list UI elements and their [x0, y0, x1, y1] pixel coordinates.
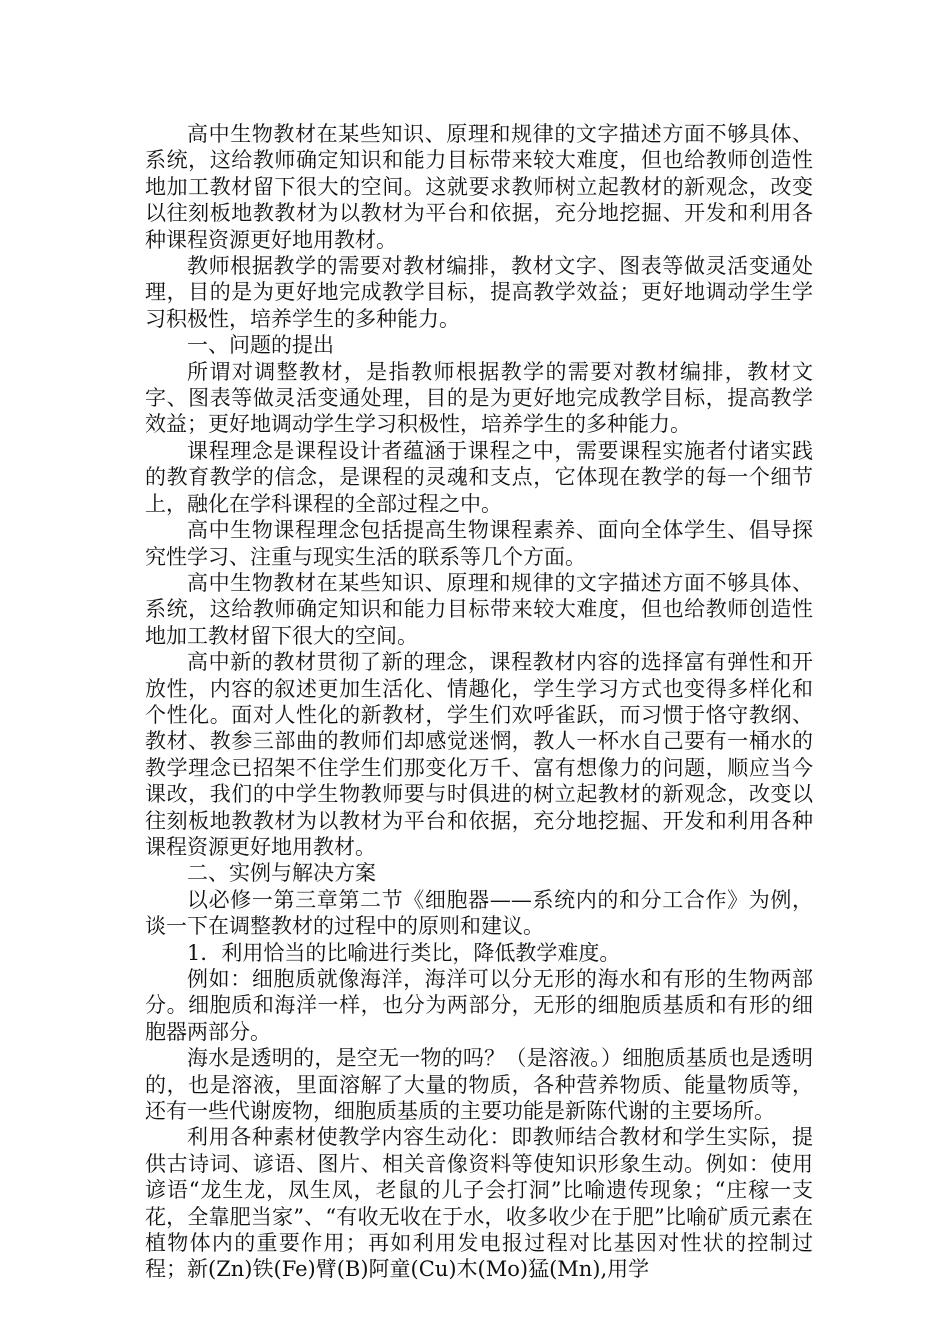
paragraph-new-textbook: 高中新的教材贯彻了新的理念，课程教材内容的选择富有弹性和开放性，内容的叙述更加生活化、情趣化，学生学习方式也变得多样化和个性化。面对人性化的新教材，学生们欢呼雀跃，而习惯于恪守教纲、教材、教参三部曲的教师们却感觉迷惘，教人一杯水自己要有一桶水的教学理念已招架不住学生们那变化万千、富有想像力的问题，顺应当今课改，我们的中学生物教师要与时俱进的树立起教材的新观念，改变以往刻板地教教材为以教材为平台和依据，充分地挖掘、开发和利用各种课程资源更好地用教材。 — [145, 650, 813, 859]
paragraph-textbook-description: 高中生物教材在某些知识、原理和规律的文字描述方面不够具体、系统，这给教师确定知识和能力目标带来较大难度，但也给教师创造性地加工教材留下很大的空间。 — [145, 570, 813, 648]
paragraph-example-intro: 以必修一第三章第二节《细胞器——系统内的和分工合作》为例，谈一下在调整教材的过程中的原则和建议。 — [145, 887, 813, 939]
paragraph-materials: 利用各种素材使教学内容生动化：即教师结合教材和学生实际，提供古诗词、谚语、图片、相关音像资料等使知识形象生动。例如：使用谚语“龙生龙，凤生凤，老鼠的儿子会打洞”比喻遗传现象；“庄稼一支花，全靠肥当家”、“有收无收在于水，收多收少在于肥”比喻矿质元素在植物体内的重要作用；再如利用发电报过程对比基因对性状的控制过程；新(Zn)铁(Fe)臂(B)阿童(Cu)木(Mo)猛(Mn),用学 — [145, 1125, 813, 1282]
section-heading-2: 二、实例与解决方案 — [187, 861, 376, 886]
paragraph-biology-concept: 高中生物课程理念包括提高生物课程素养、面向全体学生、倡导探究性学习、注重与现实生活的联系等几个方面。 — [145, 518, 813, 569]
document-body — [145, 121, 813, 1283]
paragraph-intro: 高中生物教材在某些知识、原理和规律的文字描述方面不够具体、系统，这给教师确定知识和能力目标带来较大难度，但也给教师创造性地加工教材留下很大的空间。这就要求教师树立起教材的新观念，改变以往刻板地教教材为以教材为平台和依据，充分地挖掘、开发和利用各种课程资源更好地用教材。 — [145, 122, 813, 252]
paragraph-point-1: 1．利用恰当的比喻进行类比，降低教学难度。 — [187, 940, 621, 965]
paragraph-definition: 所谓对调整教材，是指教师根据教学的需要对教材编排，教材文字、图表等做灵活变通处理，目的是为更好地完成教学目标，提高教学效益；更好地调动学生学习积极性，培养学生的多种能力。 — [145, 359, 813, 437]
paragraph-ocean-analogy: 例如：细胞质就像海洋，海洋可以分无形的海水和有形的生物两部分。细胞质和海洋一样，也分为两部分，无形的细胞质基质和有形的细胞器两部分。 — [145, 967, 813, 1044]
paragraph-teacher-adjust: 教师根据教学的需要对教材编排，教材文字、图表等做灵活变通处理，目的是为更好地完成教学目标，提高教学效益；更好地调动学生学习积极性，培养学生的多种能力。 — [145, 254, 813, 331]
paragraph-curriculum-concept: 课程理念是课程设计者蕴涵于课程之中，需要课程实施者付诸实践的教育教学的信念，是课程的灵魂和支点，它体现在教学的每一个细节上，融化在学科课程的全部过程之中。 — [145, 438, 813, 516]
paragraph-seawater: 海水是透明的，是空无一物的吗？（是溶液。）细胞质基质也是透明的，也是溶液，里面溶解了大量的物质，各种营养物质、能量物质等，还有一些代谢废物，细胞质基质的主要功能是新陈代谢的主要场所。 — [145, 1046, 813, 1124]
section-heading-1: 一、问题的提出 — [187, 333, 334, 358]
